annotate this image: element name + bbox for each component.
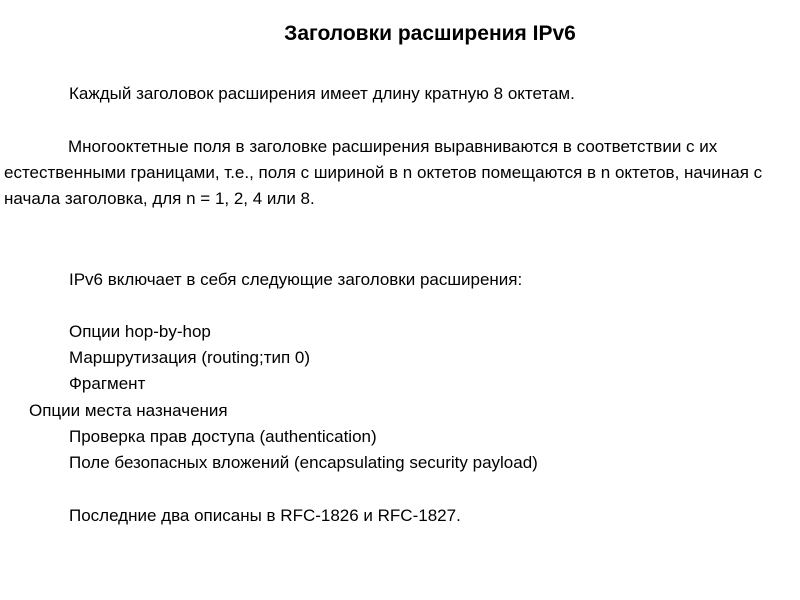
header-item-authentication: Проверка прав доступа (authentication): [69, 427, 377, 446]
paragraph-rfc-note: Последние два описаны в RFC-1826 и RFC-1827.: [69, 506, 461, 525]
slide-title: Заголовки расширения IPv6: [284, 22, 576, 45]
header-item-hop-by-hop: Опции hop-by-hop: [69, 322, 211, 341]
header-item-fragment: Фрагмент: [69, 374, 146, 393]
header-item-esp: Поле безопасных вложений (encapsulating security payload): [69, 453, 538, 472]
paragraph-headers-intro: IPv6 включает в себя следующие заголовки расширения:: [69, 270, 523, 289]
paragraph-alignment: Многооктетные поля в заголовке расширения выравниваются в соответствии с их естественными границами, т.е., поля с шириной в n октетов помещаются в n октетов, начиная с начала заголовка, для n = 1, 2, 4 или 8.: [4, 137, 763, 208]
header-item-destination-options: Опции места назначения: [29, 401, 228, 420]
paragraph-octet-length: Каждый заголовок расширения имеет длину кратную 8 октетам.: [69, 84, 575, 103]
header-item-routing: Маршрутизация (routing;тип 0): [69, 348, 311, 367]
